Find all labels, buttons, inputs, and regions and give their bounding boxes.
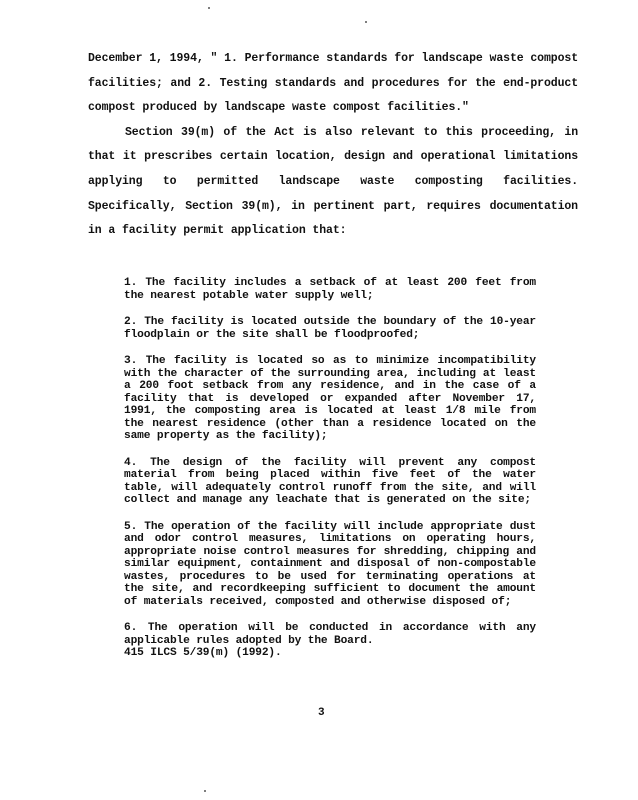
quote-item-5: 5. The operation of the facility will include appropriate dust and odor control measures, limitations on operating hours, appropriate noise control measures for shredding, chipping and similar equipment, containment and disposal of non-compostable wastes, procedures to be used for terminating operations at the site, and recordkeeping sufficient to document the amount of materials received, composted and otherwise disposed of; (124, 520, 536, 608)
body-text (88, 47, 578, 244)
statute-citation: 415 ILCS 5/39(m) (1992). (124, 647, 282, 659)
page-number: 3 (318, 707, 325, 719)
quote-item-3: 3. The facility is located so as to minimize incompatibility with the character of the surrounding area, including at least a 200 foot setback from any residence, and in the case of a facility that is developed or expanded after November 17, 1991, the composting area is located at least 1/8 mile from the nearest residence (other than a residence located on the same property as the facility); (124, 355, 536, 442)
scan-speck (208, 7, 210, 9)
quote-item-2: 2. The facility is located outside the boundary of the 10-year floodplain or the site shall be floodproofed; (124, 316, 536, 341)
paragraph-section-39m: Section 39(m) of the Act is also relevant to this proceeding, in that it prescribes certain location, design and operational limitations applying to permitted landscape waste composting facilities. Specifically, Section 39(m), in pertinent part, requires documentation in a facility permit application that: (88, 125, 578, 238)
scan-speck (204, 790, 206, 792)
quote-item-1: 1. The facility includes a setback of at least 200 feet from the nearest potable water supply well; (124, 277, 536, 302)
quote-item-4: 4. The design of the facility will prevent any compost material from being placed within five feet of the water table, will adequately control runoff from the site, and will collect and manage any leachate that is generated on the site; (124, 456, 536, 506)
paragraph-board-standards: December 1, 1994, " 1. Performance standards for landscape waste compost facilities; and 2. Testing standards and procedures for the end-product compost produced by landscape waste compost facilities." (88, 52, 578, 115)
quote-item-6-text: 6. The operation will be conducted in accordance with any applicable rules adopted by the Board. (124, 622, 536, 647)
scan-speck (365, 21, 367, 23)
block-quote-section-39m (124, 277, 536, 660)
quote-item-6 (124, 622, 536, 660)
